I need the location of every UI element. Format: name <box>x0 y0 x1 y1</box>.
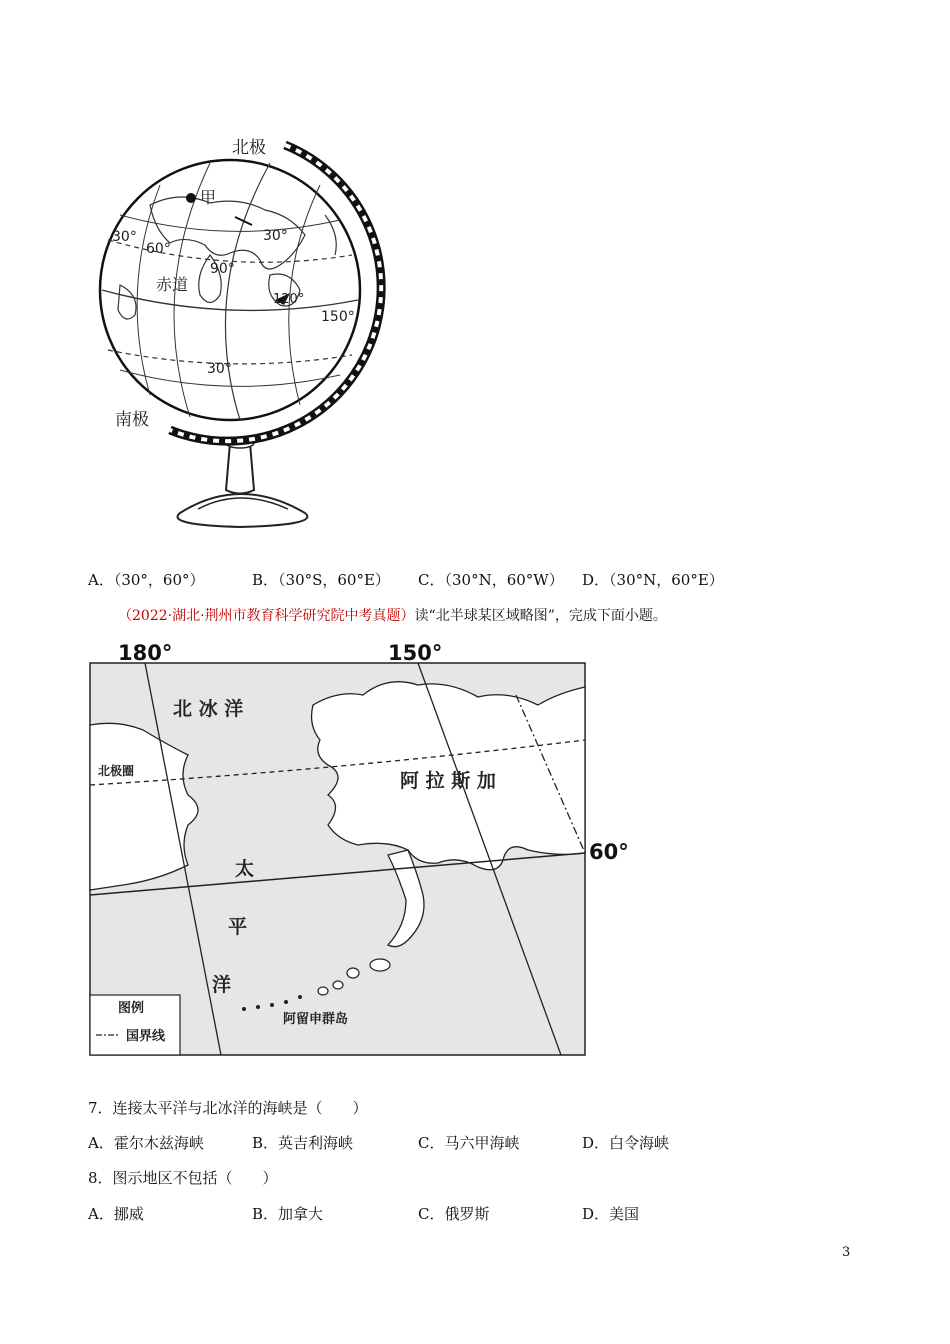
q7-option-d[interactable]: D．白令海峡 <box>582 1134 670 1152</box>
lon-150-label: 150° <box>321 309 355 325</box>
q8-option-a[interactable]: A．挪威 <box>88 1205 144 1223</box>
q7-stem: 7．连接太平洋与北冰洋的海峡是（ ） <box>88 1099 368 1117</box>
question-source: （2022·湖北·荆州市教育科学研究院中考真题） <box>118 608 415 624</box>
globe-figure <box>90 125 400 535</box>
point-jia-label: 甲 <box>200 188 217 207</box>
pacific-label-2: 平 <box>228 916 248 938</box>
arctic-circle-label: 北极圈 <box>98 764 135 778</box>
point-jia-marker <box>186 193 196 203</box>
q6-option-a[interactable]: A．（30°，60°） <box>88 571 205 589</box>
q8-option-d[interactable]: D．美国 <box>582 1205 640 1223</box>
q8-stem: 8．图示地区不包括（ ） <box>88 1169 278 1187</box>
lon-90-label: 90° <box>210 261 235 277</box>
lon-60-label: 60° <box>146 241 171 257</box>
lat-30-south-label: 30° <box>207 361 232 377</box>
question-intro <box>118 605 667 625</box>
q7-option-b[interactable]: B．英吉利海峡 <box>252 1134 354 1152</box>
lat-60-label: 60° <box>589 840 629 864</box>
lat-30-left-label: 30° <box>112 229 137 245</box>
q8-option-b[interactable]: B．加拿大 <box>252 1205 324 1223</box>
intro-text: 读“北半球某区域略图”，完成下面小题。 <box>414 608 667 624</box>
q6-option-d[interactable]: D．（30°N，60°E） <box>582 571 724 589</box>
equator-label: 赤道 <box>156 275 189 294</box>
aleutian-label: 阿留申群岛 <box>283 1012 349 1027</box>
south-pole-label: 南极 <box>115 410 149 430</box>
page-number: 3 <box>842 1245 851 1260</box>
q7-option-c[interactable]: C．马六甲海峡 <box>418 1134 520 1152</box>
lon-180-label: 180° <box>118 641 173 665</box>
legend-border-label: 国界线 <box>126 1029 166 1044</box>
pacific-label-3: 洋 <box>212 974 232 996</box>
q8-option-c[interactable]: C．俄罗斯 <box>418 1205 490 1223</box>
arctic-ocean-label: 北 冰 洋 <box>173 698 244 720</box>
lon-120-label: 120° <box>273 292 305 307</box>
q7-option-a[interactable]: A．霍尔木兹海峡 <box>88 1134 204 1152</box>
lon-150-map-label: 150° <box>388 641 443 665</box>
north-pole-label: 北极 <box>232 138 266 158</box>
pacific-label-1: 太 <box>235 858 255 880</box>
alaska-map <box>88 635 648 1060</box>
lat-30-right-label: 30° <box>263 228 288 244</box>
legend-title: 图例 <box>118 1001 145 1016</box>
q6-option-c[interactable]: C．（30°N，60°W） <box>418 571 564 589</box>
q6-option-b[interactable]: B．（30°S，60°E） <box>252 571 390 589</box>
alaska-label: 阿 拉 斯 加 <box>400 770 496 792</box>
